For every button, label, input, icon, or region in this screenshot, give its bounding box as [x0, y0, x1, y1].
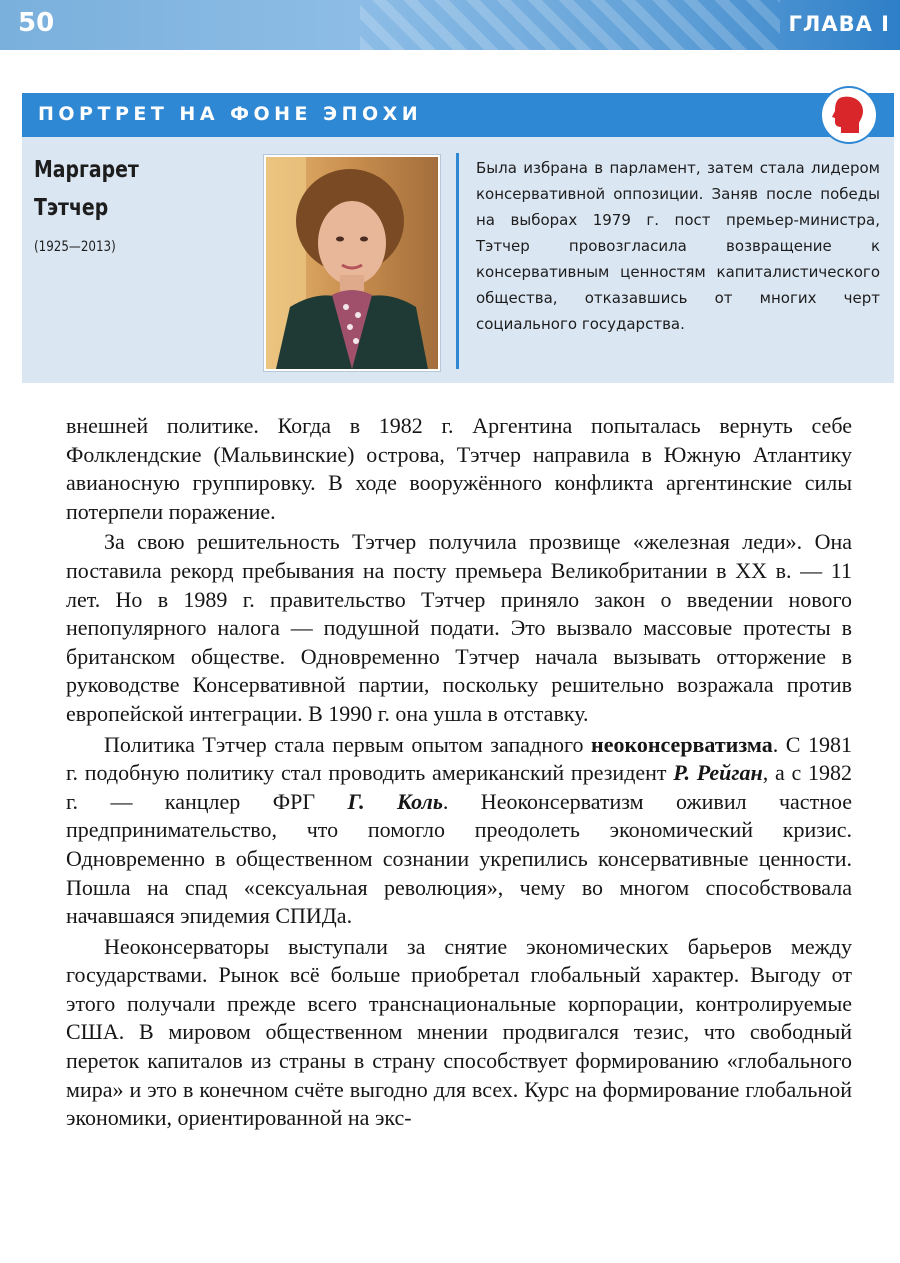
term-neoconservatism: неоконсерватизма [591, 731, 773, 757]
panel-divider [456, 153, 459, 369]
person-kohl: Г. Коль [347, 788, 443, 814]
person-years: (1925—2013) [34, 239, 116, 255]
main-text [66, 412, 852, 1133]
panel-title: ПОРТРЕТ НА ФОНЕ ЭПОХИ [38, 103, 423, 125]
person-reagan: Р. Рейган [673, 760, 763, 786]
page-header-band [0, 0, 900, 50]
biography-text: Была избрана в парламент, затем стала лидером консервативной оппозиции. Заняв после победы на выборах 1979 г. пост премьер-министра, Тэтчер провозгласила возвращение к консервативным ценностям капиталистического общества, отказавшись от многих черт социального государства. [476, 159, 880, 333]
head-profile-icon [822, 88, 876, 142]
paragraph-1: внешней политике. Когда в 1982 г. Аргентина попыталась вернуть себе Фолклендские (Мальвинские) острова, Тэтчер направила в Южную Атлантику авианосную группировку. В ходе вооружённого конфликта аргентинские силы потерпели поражение. [66, 413, 852, 524]
paragraph-4: Неоконсерваторы выступали за снятие экономических барьеров между государствами. Рынок всё больше приобретал глобальный характер. Выгоду от этого получали прежде всего транснациональные корпорации, контролируемые США. В мировом общественном мнении продвигался тезис, что свободный переток капиталов из страны в страну способствует формированию «глобального мира» и это в конечном счёте выгодно для всех. Курс на формирование глобальной экономики, ориентированной на экс- [66, 933, 852, 1131]
paragraph-3-part-c: , а с 1982 г. — канцлер ФРГ [66, 760, 853, 814]
chapter-label [789, 12, 890, 36]
portrait-photo [264, 155, 440, 371]
page-number: 50 [18, 8, 55, 38]
person-last-name: Тэтчер [34, 195, 109, 221]
panel-header [22, 93, 894, 137]
person-first-name: Маргарет [34, 157, 139, 183]
portrait-panel [22, 93, 894, 383]
person-name [34, 151, 139, 227]
chapter-text: ГЛАВА I [788, 12, 890, 36]
paragraph-3-part-a: Политика Тэтчер стала первым опытом западного [104, 731, 592, 757]
paragraph-3-part-b: . С 1981 г. подобную политику стал проводить американский президент [66, 731, 852, 786]
header-pattern [360, 0, 780, 50]
paragraph-2: За свою решительность Тэтчер получила прозвище «железная леди». Она поставила рекорд пребывания на посту премьера Великобритании в XX в. — 11 лет. Но в 1989 г. правительство Тэтчер приняло закон о введении нового непопулярного налога — подушной подати. Это вызвало массовые протесты в британском обществе. Одновременно Тэтчер начала вызывать отторжение в руководстве Консервативной партии, поскольку решительно возражала против европейской интеграции. В 1990 г. она ушла в отставку. [66, 529, 852, 726]
paragraph-3-part-d: . Неоконсерватизм оживил частное предпринимательство, что помогло преодолеть экономический кризис. Одновременно в общественном сознании укрепились консервативные ценности. Пошла на спад «сексуальная революция», чему во многом способствовала начавшаяся эпидемия СПИДа. [66, 788, 852, 929]
paragraph-3 [66, 731, 852, 931]
